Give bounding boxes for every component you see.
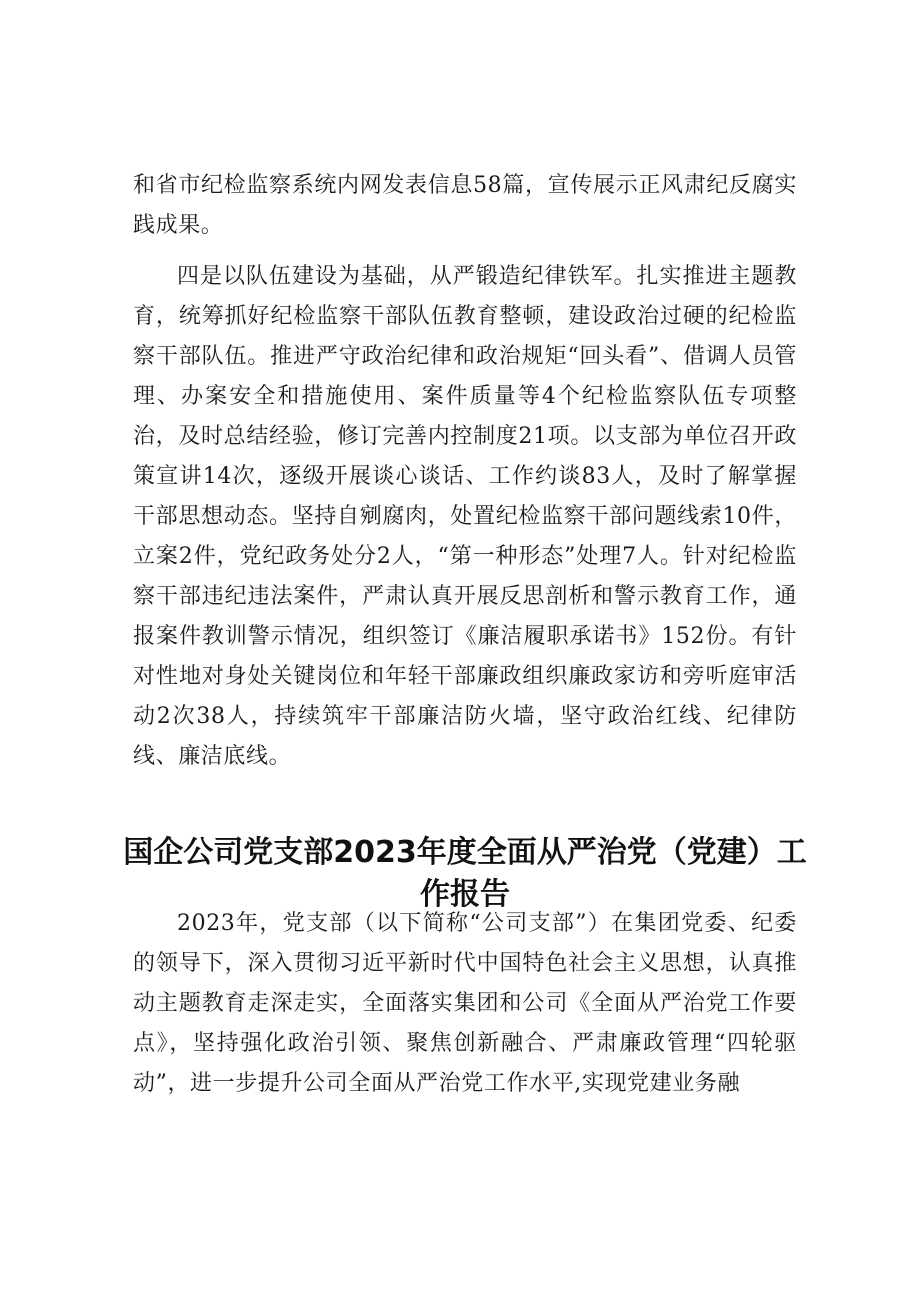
- report-title: 国企公司党支部2023年度全面从严治党（党建）工作报告: [123, 835, 807, 913]
- paragraph-continuation: 和省市纪检监察系统内网发表信息58篇，宣传展示正风肃纪反腐实践成果。: [133, 173, 797, 238]
- paragraph-team-building: 四是以队伍建设为基础，从严锻造纪律铁军。扎实推进主题教育，统筹抓好纪检监察干部队伍教育整顿，建设政治过硬的纪检监察干部队伍。推进严守政治纪律和政治规矩“回头看”、借调人员管理、办案安全和措施使用、案件质量等4个纪检监察队伍专项整治，及时总结经验，修订完善内控制度21项。以支部为单位召开政策宣讲14次，逐级开展谈心谈话、工作约谈83人，及时了解掌握干部思想动态。坚持自剜腐肉，处置纪检监察干部问题线索10件，立案2件，党纪政务处分2人，“第一种形态”处理7人。针对纪检监察干部违纪违法案件，严肃认真开展反思剖析和警示教育工作，通报案件教训警示情况，组织签订《廉洁履职承诺书》152份。有针对性地对身处关键岗位和年轻干部廉政组织廉政家访和旁听庭审活动2次38人，持续筑牢干部廉洁防火墙，坚守政治红线、纪律防线、廉洁底线。: [133, 264, 797, 769]
- paragraph-intro: 2023年，党支部（以下简称“公司支部”）在集团党委、纪委的领导下，深入贯彻习近平新时代中国特色社会主义思想，认真推动主题教育走深走实，全面落实集团和公司《全面从严治党工作要点》，坚持强化政治引领、聚焦创新融合、严肃廉政管理“四轮驱动”，进一步提升公司全面从严治党工作水平,实现党建业务融: [133, 911, 797, 1096]
